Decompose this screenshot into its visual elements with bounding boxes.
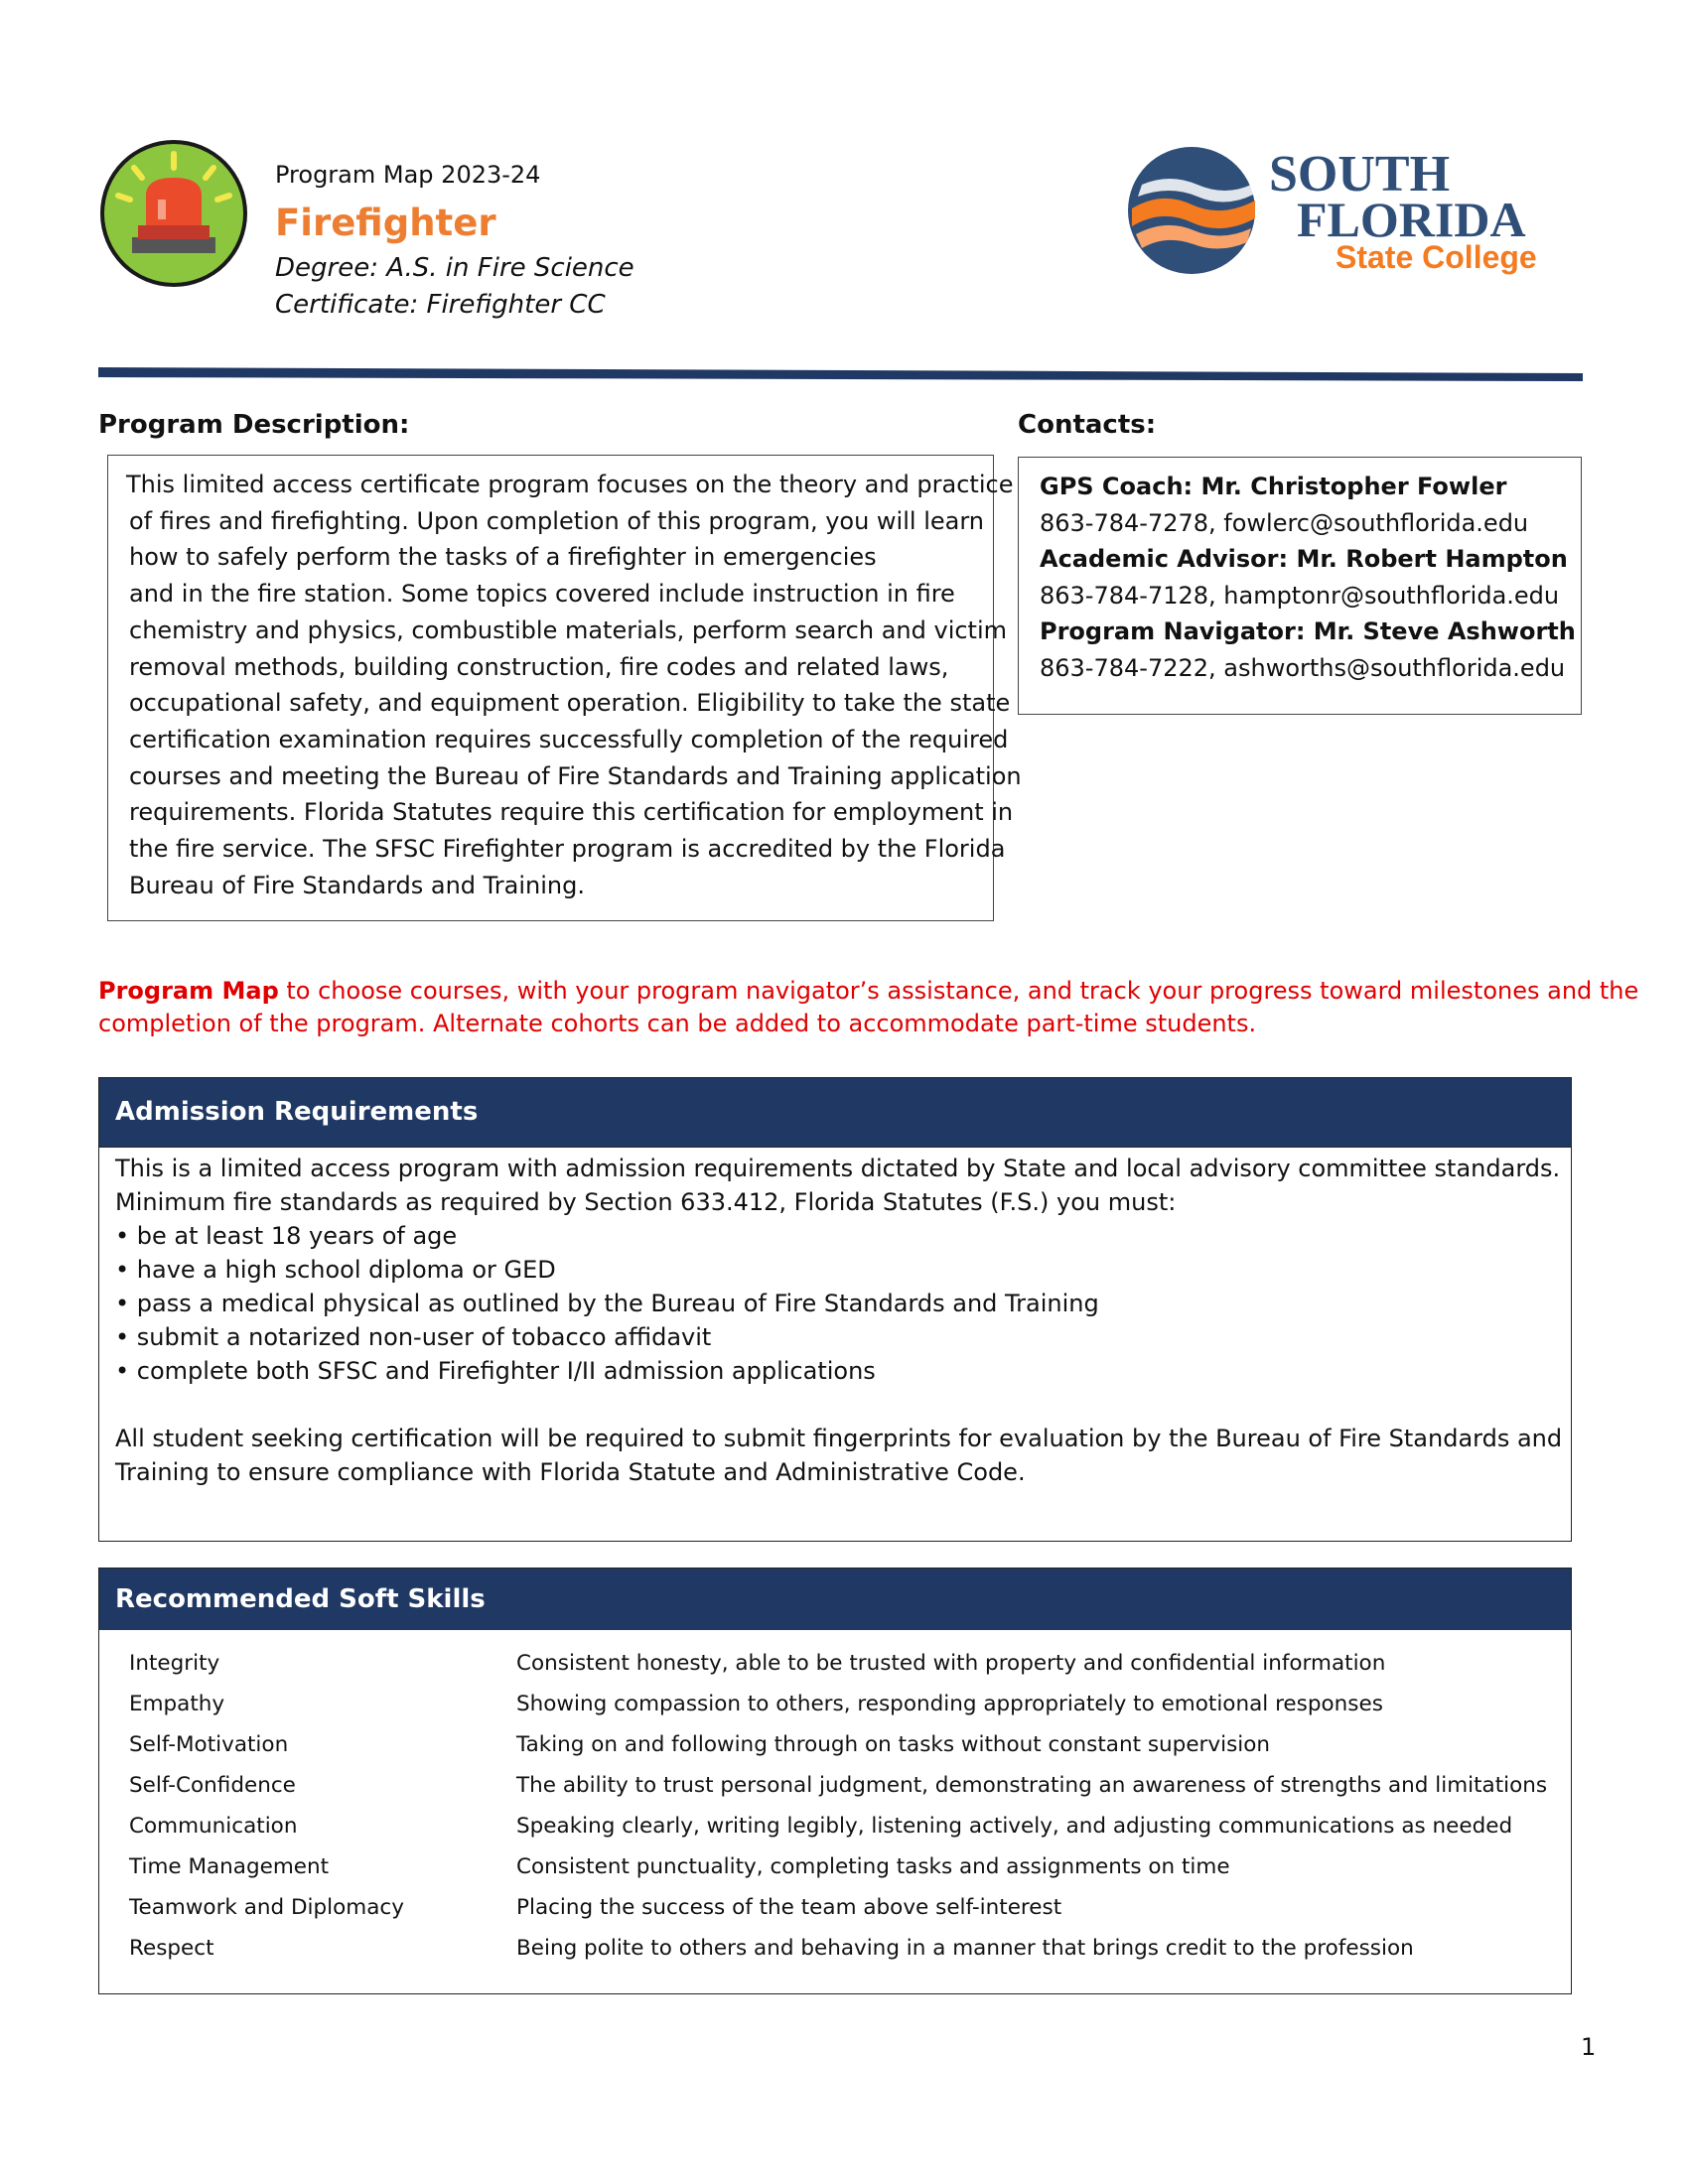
svg-text:FLORIDA: FLORIDA	[1297, 192, 1526, 247]
admission-bullet: • pass a medical physical as outlined by the Bureau of Fire Standards and Training	[115, 1290, 1099, 1317]
skill-desc: Showing compassion to others, responding appropriately to emotional responses	[516, 1692, 1383, 1716]
contacts-heading: Contacts:	[1018, 410, 1157, 440]
skill-name: Integrity	[129, 1651, 220, 1676]
advisor-name: Academic Advisor: Mr. Robert Hampton	[1040, 545, 1568, 574]
description-text: This limited access certificate program focuses on the theory and practice of fires and firefighting. Upon completion of this program, you will learn how to safely perform the tasks of a firefighter in emergencies and in the fire station. Some topics covered include instruction in fire chemistry and physics, combustible materials, perform search and victim removal methods, building construction, fire codes and related laws, occupational safety, and equipment operation. Eligibility to take the state certification examination requires successfully completion of the required courses and meeting the Bureau of Fire Standards and Training application requirements. Florida Statutes require this certification for employment in the fire service. The SFSC Firefighter program is accredited by the Florida Bureau of Fire Standards and Training.	[126, 471, 1022, 899]
contacts-list	[1040, 469, 1576, 687]
soft-skills-heading: Recommended Soft Skills	[99, 1569, 1571, 1630]
skill-name: Self-Motivation	[129, 1732, 289, 1757]
admission-bullet: • have a high school diploma or GED	[115, 1256, 556, 1284]
siren-icon	[98, 138, 249, 289]
gps-coach-name: GPS Coach: Mr. Christopher Fowler	[1040, 473, 1507, 500]
admission-body: This is a limited access program with admission requirements dictated by State and local advisory committee standards. Minimum fire standards as required by Section 633.412, Florida Statutes (F.S.) you must: • be at least 18 years of age • have a high school diploma or GED • pass a medical physical as outlined by the Bureau of Fire Standards and Training • submit a notarized non-user of tobacco affidavit • complete both SFSC and Firefighter I/II admission applications All student seeking certification will be required to submit fingerprints for evaluation by the Bureau of Fire Standards and Training to ensure compliance with Florida Statute and Administrative Code.	[115, 1152, 1565, 1489]
svg-text:SOUTH: SOUTH	[1269, 146, 1451, 203]
svg-text:State College: State College	[1336, 239, 1537, 275]
degree-label: Degree: A.S. in Fire Science	[275, 253, 634, 283]
admission-heading: Admission Requirements	[99, 1078, 1571, 1148]
skill-desc: Speaking clearly, writing legibly, listening actively, and adjusting communications as needed	[516, 1814, 1513, 1839]
advisor-info[interactable]: 863-784-7128, hamptonr@southflorida.edu	[1040, 581, 1560, 610]
program-map-note: Program Map to choose courses, with your program navigator’s assistance, and track your progress toward milestones and the completion of the program. Alternate cohorts can be added to accommodate part-time students.	[98, 977, 1639, 1037]
navigator-name: Program Navigator: Mr. Steve Ashworth	[1040, 617, 1576, 646]
program-map-year: Program Map 2023-24	[275, 161, 541, 189]
skill-name: Teamwork and Diplomacy	[129, 1895, 404, 1920]
skill-name: Respect	[129, 1936, 214, 1961]
admission-bullet: • be at least 18 years of age	[115, 1222, 458, 1250]
admission-bullet: • submit a notarized non-user of tobacco affidavit	[115, 1323, 712, 1351]
skill-name: Empathy	[129, 1692, 225, 1716]
sfsc-logo	[1122, 139, 1579, 278]
program-map-bold: Program Map	[98, 977, 279, 1005]
page-number: 1	[1581, 2033, 1597, 2061]
skill-name: Communication	[129, 1814, 298, 1839]
skill-name: Self-Confidence	[129, 1773, 296, 1798]
gps-coach-info[interactable]: 863-784-7278, fowlerc@southflorida.edu	[1040, 508, 1529, 537]
skill-desc: Consistent punctuality, completing tasks and assignments on time	[516, 1854, 1230, 1879]
skill-desc: Placing the success of the team above self-interest	[516, 1895, 1062, 1920]
header-divider	[98, 367, 1583, 381]
skill-desc: The ability to trust personal judgment, demonstrating an awareness of strengths and limitations	[516, 1773, 1548, 1798]
skill-desc: Taking on and following through on tasks without constant supervision	[516, 1732, 1271, 1757]
navigator-info[interactable]: 863-784-7222, ashworths@southflorida.edu	[1040, 653, 1566, 682]
certificate-label: Certificate: Firefighter CC	[275, 290, 606, 320]
skill-desc: Being polite to others and behaving in a manner that brings credit to the profession	[516, 1936, 1414, 1961]
skill-desc: Consistent honesty, able to be trusted with property and confidential information	[516, 1651, 1386, 1676]
program-title: Firefighter	[275, 202, 496, 244]
admission-bullet: • complete both SFSC and Firefighter I/II admission applications	[115, 1357, 876, 1385]
description-heading: Program Description:	[98, 410, 410, 440]
skill-name: Time Management	[129, 1854, 330, 1879]
